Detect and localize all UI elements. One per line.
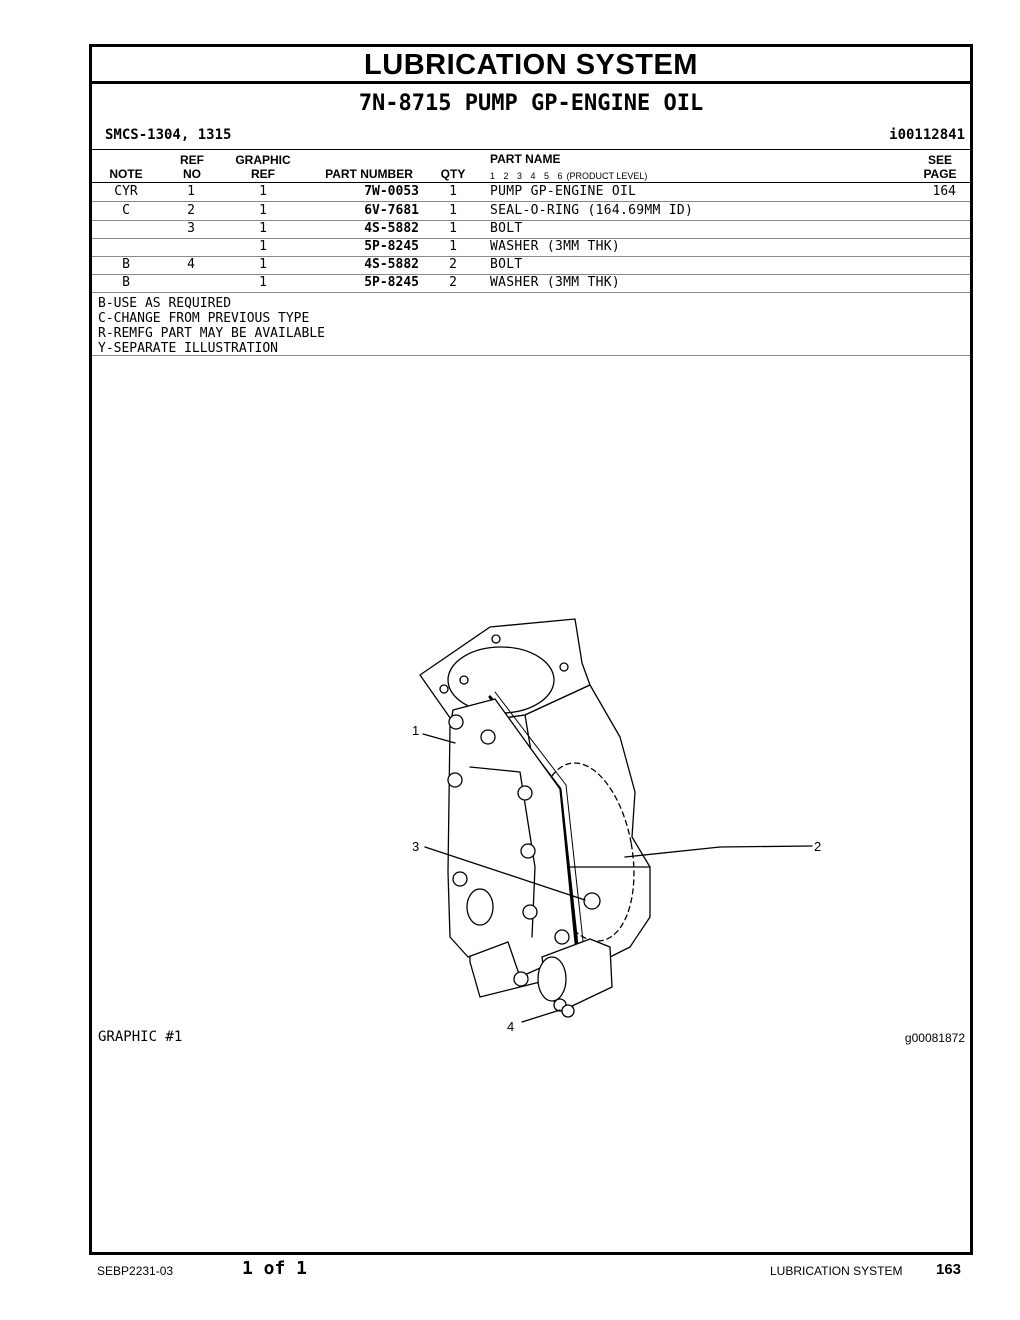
col-ref-top: REF (180, 153, 204, 167)
pump-illustration (320, 567, 840, 1047)
row-graphic-ref: 1 (259, 257, 267, 272)
row-part-number: 7W-0053 (364, 184, 419, 199)
row-graphic-ref: 1 (259, 275, 267, 290)
row-part-number: 5P-8245 (364, 239, 419, 254)
notes-divider (92, 355, 970, 356)
row-part-name: WASHER (3MM THK) (490, 239, 621, 254)
row-part-name: WASHER (3MM THK) (490, 275, 621, 290)
row-graphic-ref: 1 (259, 221, 267, 236)
graphic-id: g00081872 (904, 1031, 965, 1045)
callout-3: 3 (412, 839, 420, 854)
row-graphic-ref: 1 (259, 239, 267, 254)
row-part-number: 5P-8245 (364, 275, 419, 290)
callout-2: 2 (814, 839, 822, 854)
footer-page-number: 163 (936, 1261, 962, 1278)
row-ref: 2 (187, 203, 195, 218)
col-graphic-top: GRAPHIC (235, 153, 291, 167)
row-part-name: BOLT (490, 221, 523, 236)
row-qty: 1 (449, 239, 457, 254)
note-y: Y-SEPARATE ILLUSTRATION (98, 341, 279, 356)
row-part-number: 4S-5882 (364, 257, 419, 272)
notes-legend (98, 296, 325, 356)
illustration-id: i00112841 (889, 127, 965, 143)
note-c: C-CHANGE FROM PREVIOUS TYPE (98, 311, 310, 326)
col-note: NOTE (109, 167, 143, 181)
note-r: R-REMFG PART MAY BE AVAILABLE (98, 326, 325, 341)
row-part-name: BOLT (490, 257, 523, 272)
row-note: C (122, 203, 130, 218)
col-see-top: SEE (927, 153, 952, 167)
product-levels (490, 171, 647, 181)
col-part-name: PART NAME (490, 152, 561, 166)
page-frame (89, 44, 973, 1255)
row-qty: 2 (449, 257, 457, 272)
table-row (92, 183, 970, 202)
note-b: B-USE AS REQUIRED (98, 296, 232, 311)
row-part-number: 4S-5882 (364, 221, 419, 236)
row-ref: 1 (187, 184, 195, 199)
product-level-label: (PRODUCT LEVEL) (566, 171, 648, 181)
col-qty: QTY (440, 167, 466, 181)
col-graphic-bottom: REF (251, 167, 275, 181)
row-see-page: 164 (932, 184, 956, 199)
row-graphic-ref: 1 (259, 203, 267, 218)
callout-1: 1 (412, 723, 420, 738)
footer-page-of: 1 of 1 (242, 1258, 308, 1279)
row-graphic-ref: 1 (259, 184, 267, 199)
row-qty: 1 (449, 203, 457, 218)
page-title: LUBRICATION SYSTEM (92, 47, 970, 84)
table-row (92, 220, 970, 239)
row-part-name: PUMP GP-ENGINE OIL (490, 184, 637, 199)
col-ref-bottom: NO (183, 167, 201, 181)
row-qty: 1 (449, 221, 457, 236)
row-note: B (122, 257, 130, 272)
table-row (92, 238, 970, 257)
footer-section: LUBRICATION SYSTEM (770, 1264, 903, 1278)
smcs-code: SMCS-1304, 1315 (105, 127, 232, 143)
col-part-number: PART NUMBER (325, 167, 413, 181)
footer-doc-number: SEBP2231-03 (97, 1264, 174, 1278)
product-level-numbers: 1 2 3 4 5 6 (490, 171, 563, 181)
table-row (92, 256, 970, 275)
row-note: B (122, 275, 130, 290)
table-row (92, 202, 970, 221)
graphic-label: GRAPHIC #1 (98, 1029, 183, 1045)
row-part-name: SEAL-O-RING (164.69MM ID) (490, 203, 694, 218)
table-row (92, 274, 970, 293)
group-subtitle: 7N-8715 PUMP GP-ENGINE OIL (358, 91, 704, 116)
col-see-bottom: PAGE (923, 167, 957, 181)
callout-4: 4 (507, 1019, 515, 1034)
row-qty: 1 (449, 184, 457, 199)
header-divider-top (92, 149, 970, 150)
row-part-number: 6V-7681 (364, 203, 419, 218)
row-ref: 3 (187, 221, 195, 236)
row-note: CYR (114, 184, 138, 199)
row-ref: 4 (187, 257, 195, 272)
row-qty: 2 (449, 275, 457, 290)
